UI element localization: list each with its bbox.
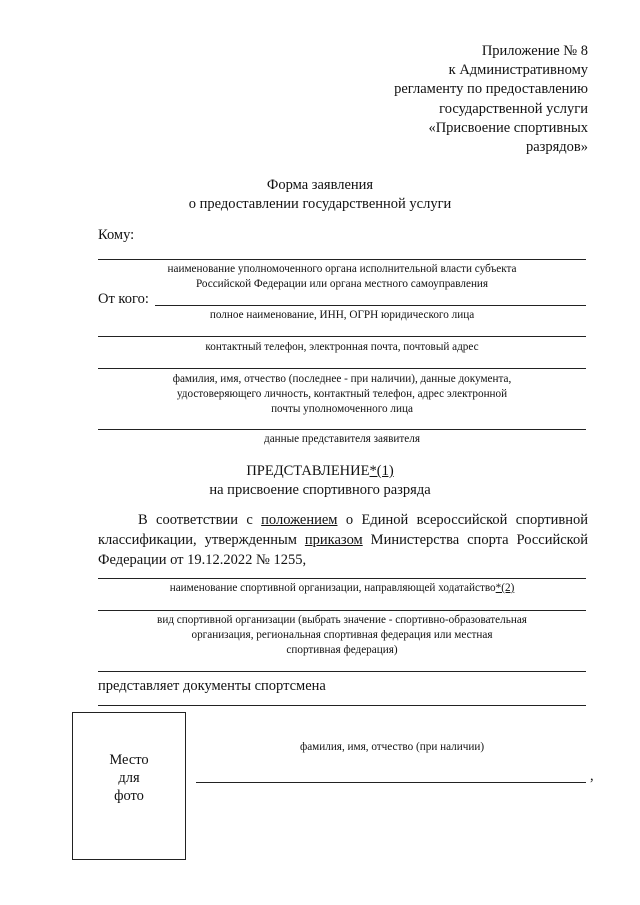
athlete-name-caption: фамилия, имя, отчество (при наличии): [299, 741, 485, 753]
order-link[interactable]: приказом: [304, 532, 363, 548]
representation-heading: [0, 462, 640, 500]
contacts-field-line[interactable]: [98, 336, 586, 337]
person-field-line[interactable]: [98, 368, 586, 369]
representation-title: [0, 462, 640, 481]
org-name-field-line[interactable]: [98, 578, 586, 579]
to-caption-line1: наименование уполномоченного органа исполнительной власти субъекта: [167, 263, 517, 275]
org-type-caption: [98, 613, 586, 658]
appendix-line: разрядов»: [525, 139, 588, 156]
to-caption: [98, 262, 586, 292]
photo-text-line: Место: [109, 752, 149, 768]
org-type-caption-line2: организация, региональная спортивная федерация или местная: [191, 629, 493, 641]
from-caption-legal: полное наименование, ИНН, ОГРН юридического лица: [209, 309, 475, 321]
representation-subtitle: на присвоение спортивного разряда: [209, 482, 431, 498]
representation-title-main: ПРЕДСТАВЛЕНИЕ: [246, 463, 370, 479]
appendix-block: [394, 42, 588, 157]
appendix-line: регламенту по предоставлению: [394, 81, 588, 98]
athlete-extra-field-line[interactable]: [98, 705, 586, 706]
to-label: Кому:: [98, 227, 135, 243]
org-type-caption-line3: спортивная федерация): [286, 644, 398, 656]
from-label: От кого:: [98, 291, 149, 307]
appendix-line: государственной услуги: [439, 100, 588, 117]
footnote-2-link[interactable]: *(2): [495, 582, 515, 594]
body-text-part: о Единой всероссийской спортивной классификации, утвержденным: [98, 512, 588, 548]
appendix-line: к Административному: [448, 62, 588, 79]
body-text-part: Министерства спорта Российской Федерации от 19.12.2022 № 1255,: [98, 532, 588, 568]
form-title-line1: Форма заявления: [266, 177, 374, 193]
photo-placeholder-text: [73, 751, 185, 805]
from-field-line[interactable]: [155, 305, 586, 306]
athlete-name-field-line[interactable]: [196, 782, 586, 783]
to-field-line[interactable]: [98, 259, 586, 260]
person-caption-line2: удостоверяющего личность, контактный телефон, адрес электронной: [176, 388, 508, 400]
form-title: [0, 176, 640, 214]
trailing-comma: ,: [590, 768, 594, 784]
position-link[interactable]: положением: [261, 512, 338, 528]
representative-field-line[interactable]: [98, 429, 586, 430]
photo-text-line: фото: [114, 788, 144, 804]
from-caption-contacts: контактный телефон, электронная почта, почтовый адрес: [205, 341, 479, 353]
person-caption-line3: почты уполномоченного лица: [271, 403, 413, 415]
org-type-field-line[interactable]: [98, 610, 586, 611]
from-caption-person: [98, 372, 586, 417]
form-title-line2: о предоставлении государственной услуги: [188, 196, 452, 212]
appendix-line: Приложение № 8: [481, 43, 588, 59]
photo-text-line: для: [118, 770, 140, 786]
from-caption-representative: данные представителя заявителя: [264, 433, 420, 445]
footnote-1-link[interactable]: *(1): [369, 463, 394, 479]
presents-documents-text: представляет документы спортсмена: [98, 678, 326, 694]
org-extra-field-line[interactable]: [98, 671, 586, 672]
to-caption-line2: Российской Федерации или органа местного самоуправления: [195, 278, 489, 290]
org-name-caption-text: наименование спортивной организации, направляющей ходатайство: [169, 582, 496, 594]
org-type-caption-line1: вид спортивной организации (выбрать значение - спортивно-образовательная: [157, 614, 527, 626]
body-paragraph: [98, 510, 588, 570]
photo-placeholder: [72, 712, 186, 860]
appendix-line: «Присвоение спортивных: [428, 119, 588, 136]
person-caption-line1: фамилия, имя, отчество (последнее - при наличии), данные документа,: [172, 373, 512, 385]
body-text-part: В соответствии с: [138, 512, 262, 528]
org-name-caption: [98, 581, 586, 596]
